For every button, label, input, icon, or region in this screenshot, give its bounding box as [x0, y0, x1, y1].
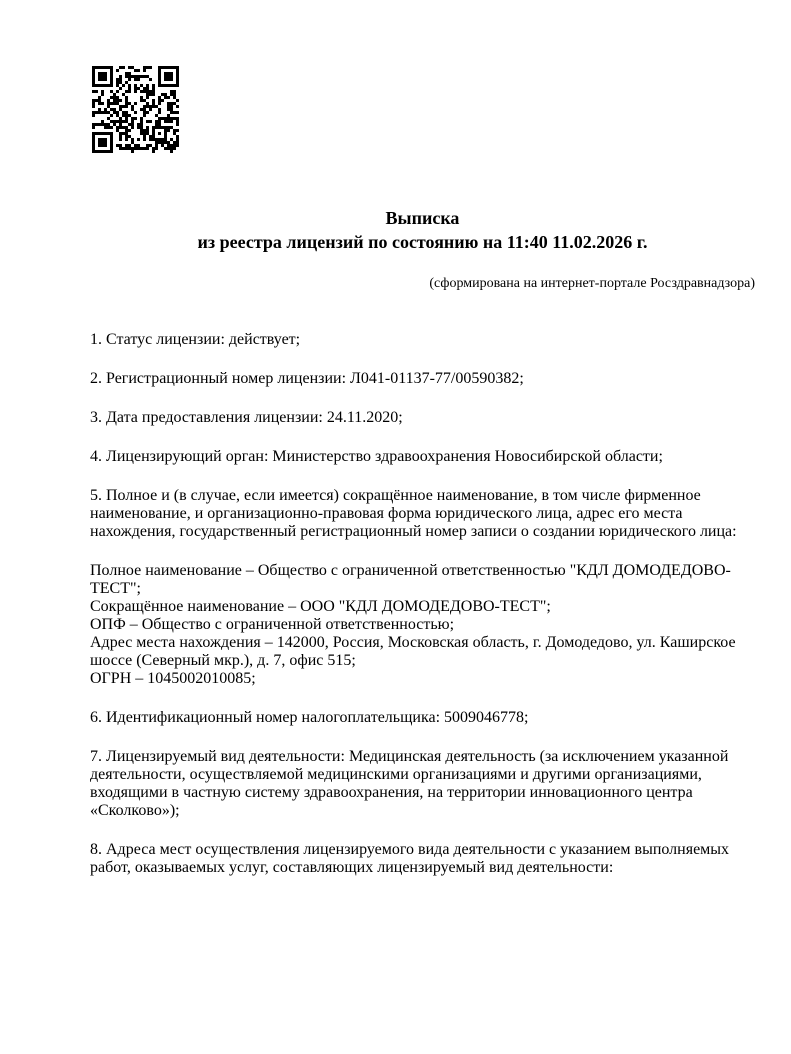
paragraph-activity-type: 7. Лицензируемый вид деятельности: Медицинская деятельность (за исключением указанной деятельности, осуществляемой медицинскими организациями и другими организациями, входящими в частную систему здравоохранения, на территории инновационного центра «Сколково»); — [90, 748, 729, 819]
org-legal-form: ОПФ – Общество с ограниченной ответственностью; — [90, 616, 455, 633]
org-full-name: Полное наименование – Общество с ограниченной ответственностью "КДЛ ДОМОДЕДОВО-ТЕСТ"; — [90, 562, 731, 597]
paragraph-license-date: 3. Дата предоставления лицензии: 24.11.2020; — [90, 409, 403, 426]
paragraph-org-info-intro: 5. Полное и (в случае, если имеется) сокращённое наименование, в том числе фирменное наименование, и организационно-правовая форма юридического лица, адрес его места нахождения, государственный регистрационный номер записи о создании юридического лица: — [90, 487, 737, 540]
paragraph-activity-places: 8. Адреса мест осуществления лицензируемого вида деятельности с указанием выполняемых работ, оказываемых услуг, составляющих лицензируемый вид деятельности: — [90, 841, 730, 876]
paragraph-license-number: 2. Регистрационный номер лицензии: Л041-01137-77/00590382; — [90, 370, 524, 387]
document-title — [90, 206, 755, 254]
paragraph-licensing-body: 4. Лицензирующий орган: Министерство здравоохранения Новосибирской области; — [90, 448, 663, 465]
org-ogrn: ОГРН – 1045002010085; — [90, 670, 256, 687]
paragraph-taxpayer-id: 6. Идентификационный номер налогоплательщика: 5009046778; — [90, 709, 529, 726]
org-details-block — [90, 562, 755, 688]
document-subtitle: (сформирована на интернет-портале Росздравнадзора) — [429, 276, 755, 291]
document-body — [90, 331, 755, 898]
title-line-2: из реестра лицензий по состоянию на 11:40 11.02.2026 г. — [197, 232, 648, 252]
org-short-name: Сокращённое наименование – ООО "КДЛ ДОМОДЕДОВО-ТЕСТ"; — [90, 598, 551, 615]
title-line-1: Выписка — [385, 208, 460, 228]
qr-code-icon — [92, 66, 179, 153]
paragraph-license-status: 1. Статус лицензии: действует; — [90, 331, 301, 348]
org-address: Адрес места нахождения – 142000, Россия, Московская область, г. Домодедово, ул. Каширское шоссе (Северный мкр.), д. 7, офис 515; — [90, 634, 736, 669]
